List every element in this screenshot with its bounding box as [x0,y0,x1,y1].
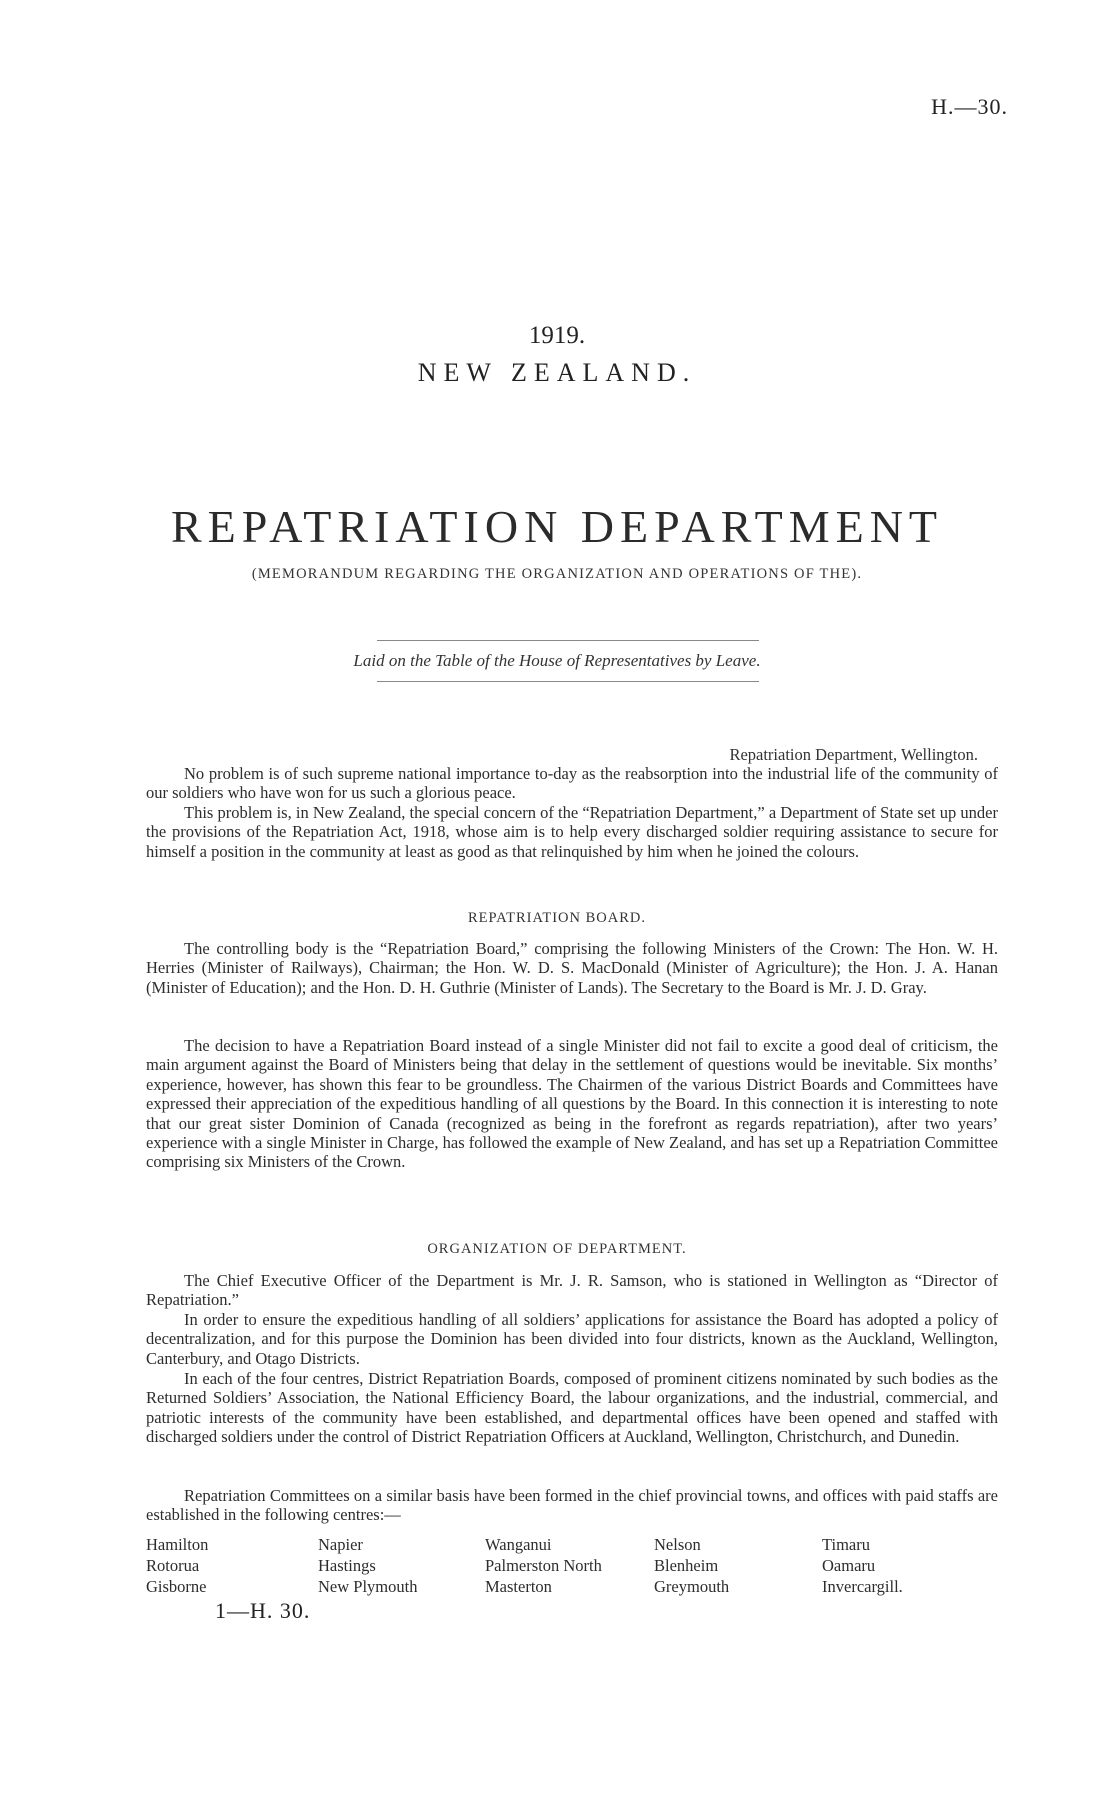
board-paragraph-2: The decision to have a Repatriation Board instead of a single Minister did not fail to excite a good deal of criticism, the main argument against the Board of Ministers being that delay in the settlement of questions would be inevitable. Six months’ experience, however, has shown this fear to be groundless. The Chairmen of the various District Boards and Committees have expressed their appreciation of the expeditious handling of all questions by the Board. In this connection it is interesting to note that our great sister Dominion of Canada (recognized as being in the forefront as regards repatriation), after two years’ experience with a single Minister in Charge, has followed the example of New Zealand, and has set up a Repatriation Committee comprising six Ministers of the Crown. [146,1036,998,1172]
centre-name: Hastings [318,1556,376,1575]
centre-name: Greymouth [654,1577,730,1596]
document-subtitle: (MEMORANDUM REGARDING THE ORGANIZATION AND OPERATIONS OF THE). [251,566,863,582]
divider-top [377,640,759,641]
centre-name: Rotorua [146,1556,200,1575]
centre-name: Napier [318,1535,363,1554]
section-heading-organization: ORGANIZATION OF DEPARTMENT. [427,1241,687,1257]
document-title: REPATRIATION DEPARTMENT [170,501,944,552]
centre-name: Masterton [485,1577,552,1596]
centre-name: Palmerston North [485,1556,602,1575]
centres-list [146,1534,998,1600]
country-name: NEW ZEALAND. [417,358,697,387]
centre-name: Timaru [822,1535,870,1554]
section-heading-board: REPATRIATION BOARD. [468,910,646,926]
centre-name: Gisborne [146,1577,207,1596]
centre-name: Invercargill. [822,1577,903,1596]
centre-name: Wanganui [485,1535,552,1554]
centres-column [485,1534,602,1597]
intro-paragraph-1: No problem is of such supreme national importance to-day as the reabsorption into the industrial life of the community of our soldiers who have won for us such a glorious peace. [146,764,998,803]
centres-column [318,1534,417,1597]
laid-on-table-note: Laid on the Table of the House of Representatives by Leave. [353,651,761,670]
centre-name: Nelson [654,1535,701,1554]
document-year: 1919. [528,322,586,349]
divider-bottom [377,681,759,682]
centre-name: Blenheim [654,1556,719,1575]
organization-paragraph-1: The Chief Executive Officer of the Department is Mr. J. R. Samson, who is stationed in Wellington as “Director of Repatriation.” [146,1271,998,1310]
sender-address: Repatriation Department, Wellington. [729,745,978,764]
centres-column [146,1534,208,1597]
centre-name: Hamilton [146,1535,209,1554]
page-reference: H.—30. [931,94,1008,119]
organization-paragraph-2: In order to ensure the expeditious handling of all soldiers’ applications for assistance the Board has adopted a policy of decentralization, and for this purpose the Dominion has been divided into four districts, known as the Auckland, Wellington, Canterbury, and Otago Districts. [146,1310,998,1368]
page-footer: 1—H. 30. [215,1598,311,1623]
centre-name: New Plymouth [318,1577,418,1596]
centres-column [654,1534,729,1597]
intro-paragraph-2: This problem is, in New Zealand, the special concern of the “Repatriation Department,” a Department of State set up under the provisions of the Repatriation Act, 1918, whose aim is to help every discharged soldier requiring assistance to secure for himself a position in the community at least as good as that relinquished by him when he joined the colours. [146,803,998,861]
board-paragraph-1: The controlling body is the “Repatriation Board,” comprising the following Ministers of the Crown: The Hon. W. H. Herries (Minister of Railways), Chairman; the Hon. W. D. S. MacDonald (Minister of Agriculture); the Hon. J. A. Hanan (Minister of Education); and the Hon. D. H. Guthrie (Minister of Lands). The Secretary to the Board is Mr. J. D. Gray. [146,939,998,997]
centre-name: Oamaru [822,1556,876,1575]
centres-column [822,1534,903,1597]
organization-paragraph-3: In each of the four centres, District Repatriation Boards, composed of prominent citizens nominated by such bodies as the Returned Soldiers’ Association, the National Efficiency Board, the labour organizations, and the industrial, commercial, and patriotic interests of the community have been established, and departmental offices have been opened and staffed with discharged soldiers under the control of District Repatriation Officers at Auckland, Wellington, Christchurch, and Dunedin. [146,1369,998,1447]
organization-paragraph-4: Repatriation Committees on a similar basis have been formed in the chief provincial towns, and offices with paid staffs are established in the following centres:— [146,1486,998,1525]
